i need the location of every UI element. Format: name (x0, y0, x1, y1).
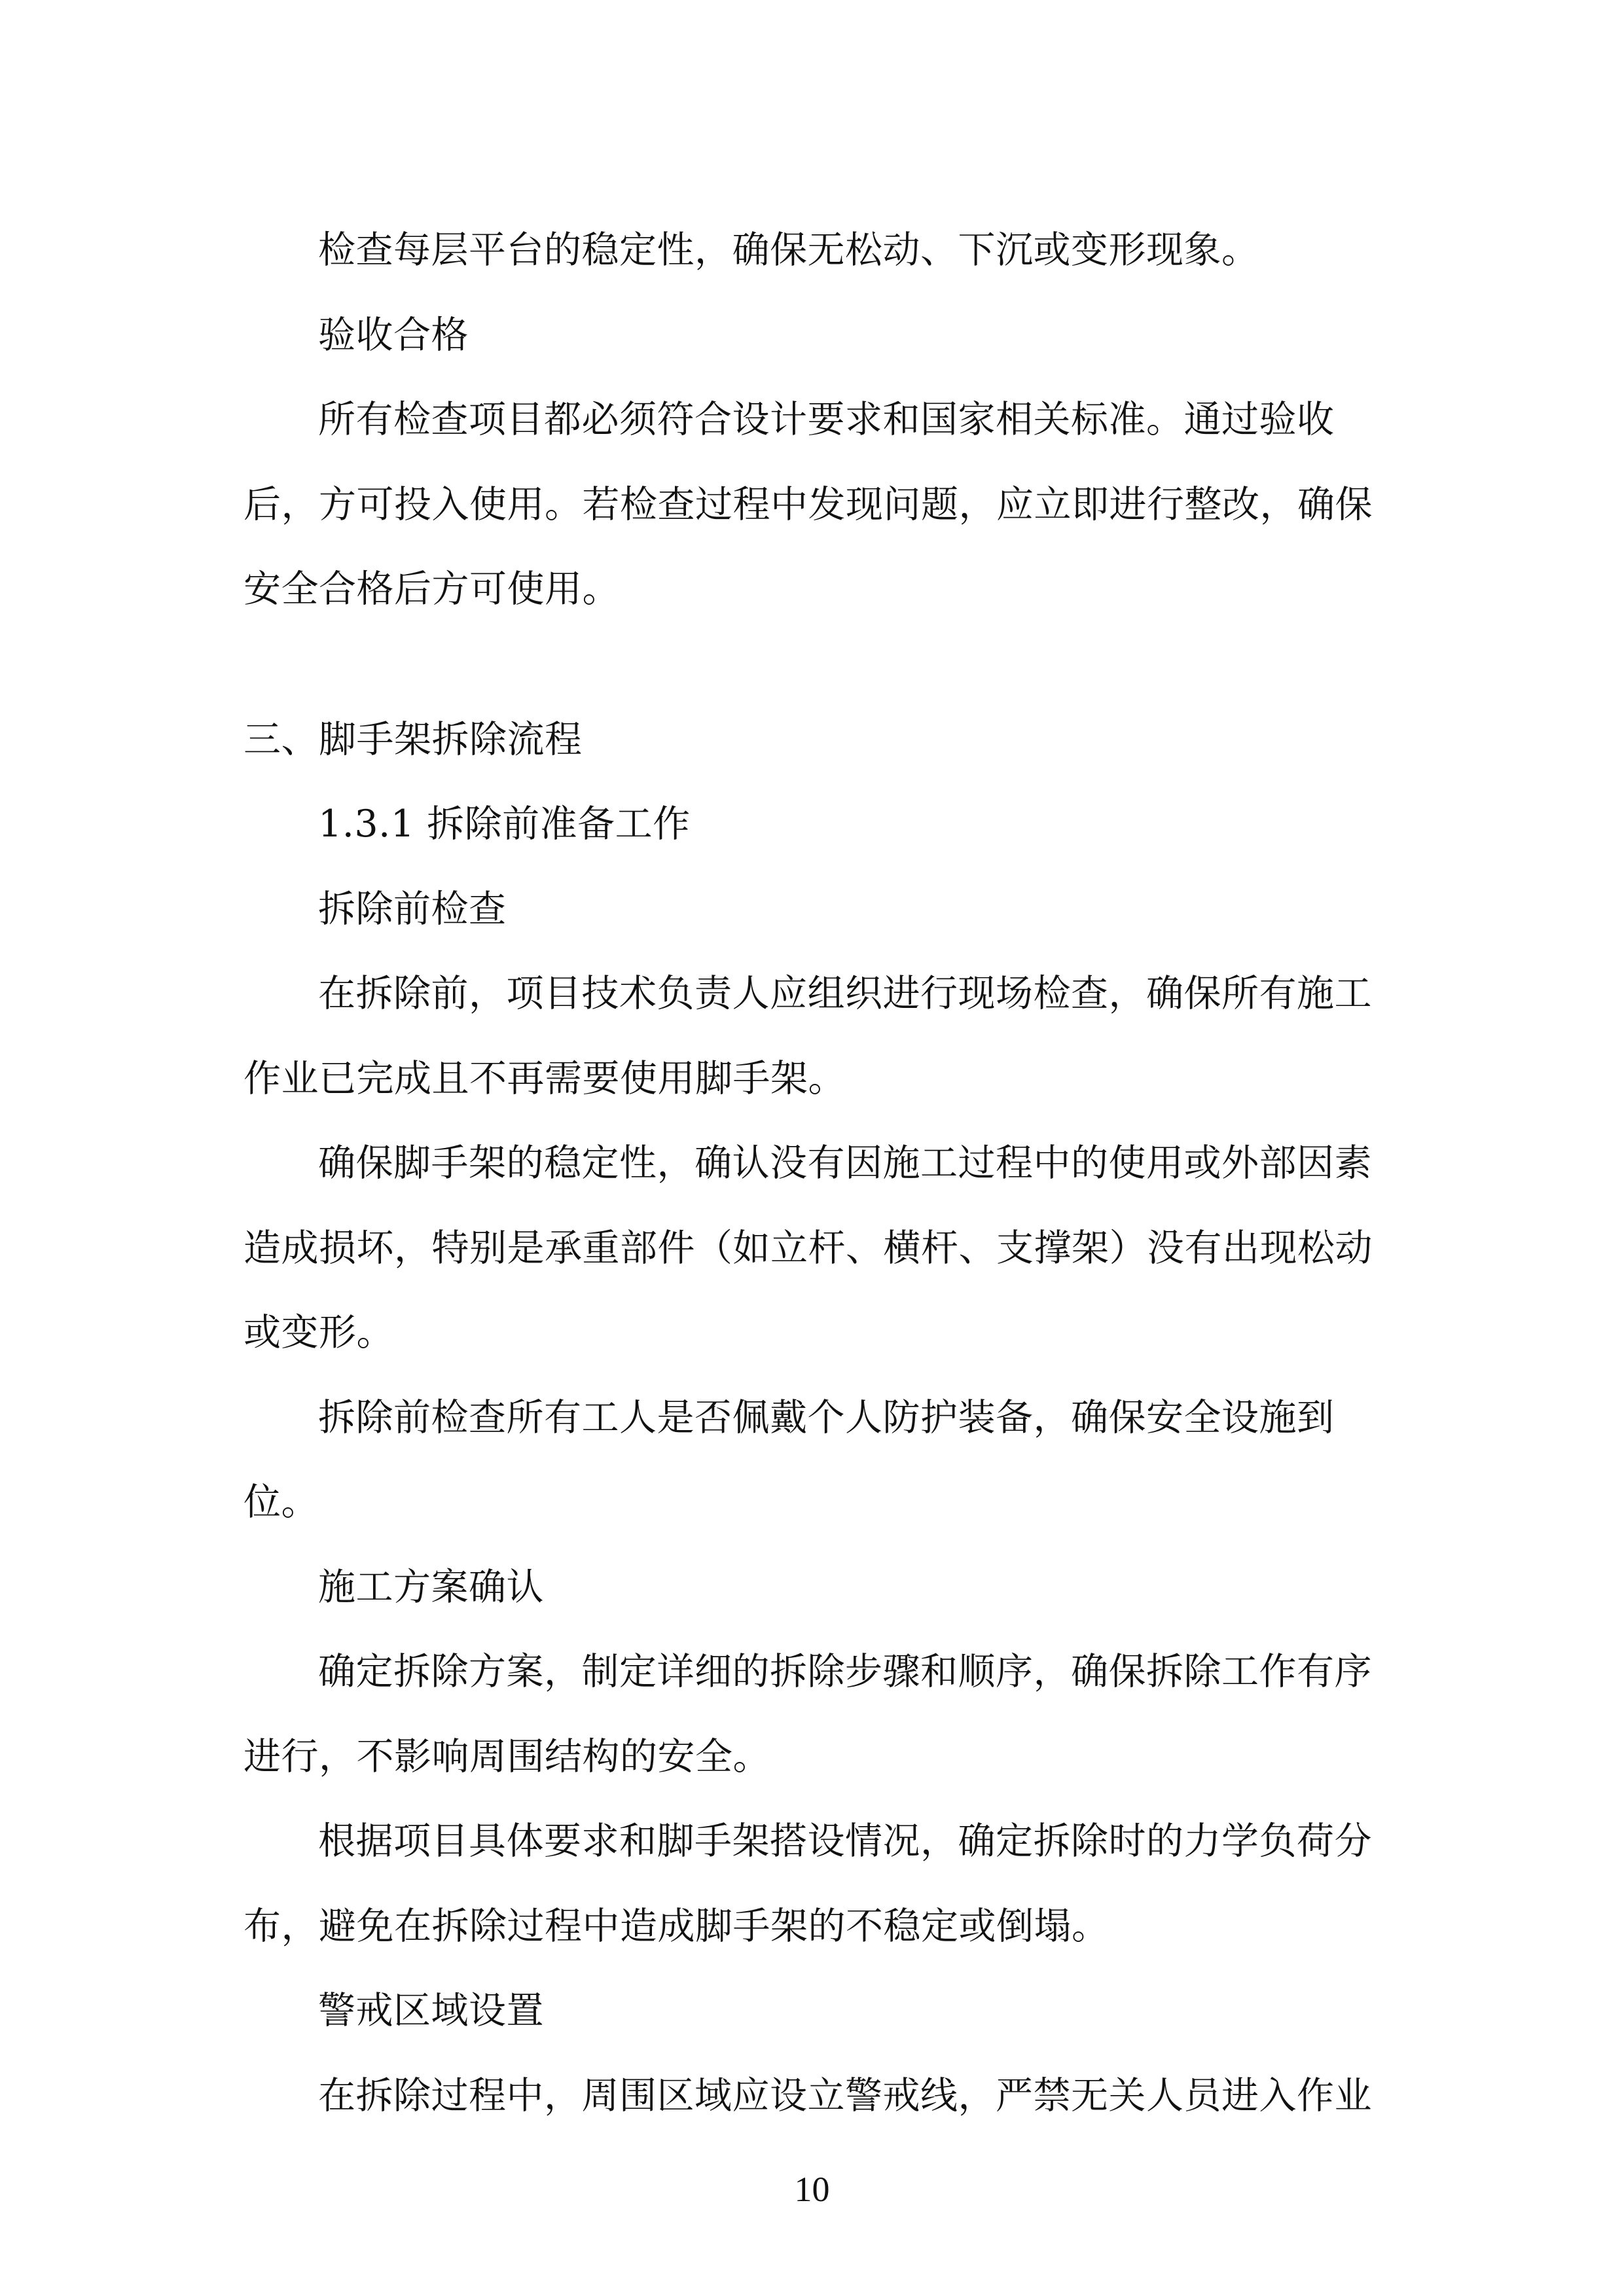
page-number: 10 (794, 2170, 830, 2209)
subsection-title: 1.3.1 拆除前准备工作 (318, 802, 691, 846)
page-body (244, 208, 1396, 2138)
paragraph-load-distribution: 根据项目具体要求和脚手架搭设情况，确定拆除时的力学负荷分布，避免在拆除过程中造成脚手架的不稳定或倒塌。 (244, 1820, 1372, 1948)
subheading-warning-zone: 警戒区域设置 (318, 1989, 544, 2032)
paragraph-warning-line: 在拆除过程中，周围区域应设立警戒线，严禁无关人员进入作业 (318, 2073, 1372, 2117)
section-heading: 三、脚手架拆除流程 (244, 717, 583, 761)
paragraph-dismantle-plan: 确定拆除方案，制定详细的拆除步骤和顺序，确保拆除工作有序进行，不影响周围结构的安全。 (244, 1650, 1372, 1778)
paragraph-stability-check: 确保脚手架的稳定性，确认没有因施工过程中的使用或外部因素造成损坏，特别是承重部件（如立杆、横杆、支撑架）没有出现松动或变形。 (244, 1141, 1373, 1354)
paragraph-site-inspection: 在拆除前，项目技术负责人应组织进行现场检查，确保所有施工作业已完成且不再需要使用脚手架。 (244, 972, 1372, 1100)
paragraph-platform-stability: 检查每层平台的稳定性，确保无松动、下沉或变形现象。 (318, 228, 1259, 272)
subheading-acceptance: 验收合格 (318, 313, 469, 357)
paragraph-ppe-check: 拆除前检查所有工人是否佩戴个人防护装备，确保安全设施到位。 (244, 1395, 1335, 1524)
subheading-pre-dismantle-check: 拆除前检查 (318, 887, 507, 931)
subheading-plan-confirmation: 施工方案确认 (318, 1565, 544, 1609)
paragraph-acceptance-standards: 所有检查项目都必须符合设计要求和国家相关标准。通过验收后，方可投入使用。若检查过程中发现问题，应立即进行整改，确保安全合格后方可使用。 (244, 398, 1373, 611)
section-gap (244, 632, 1396, 698)
